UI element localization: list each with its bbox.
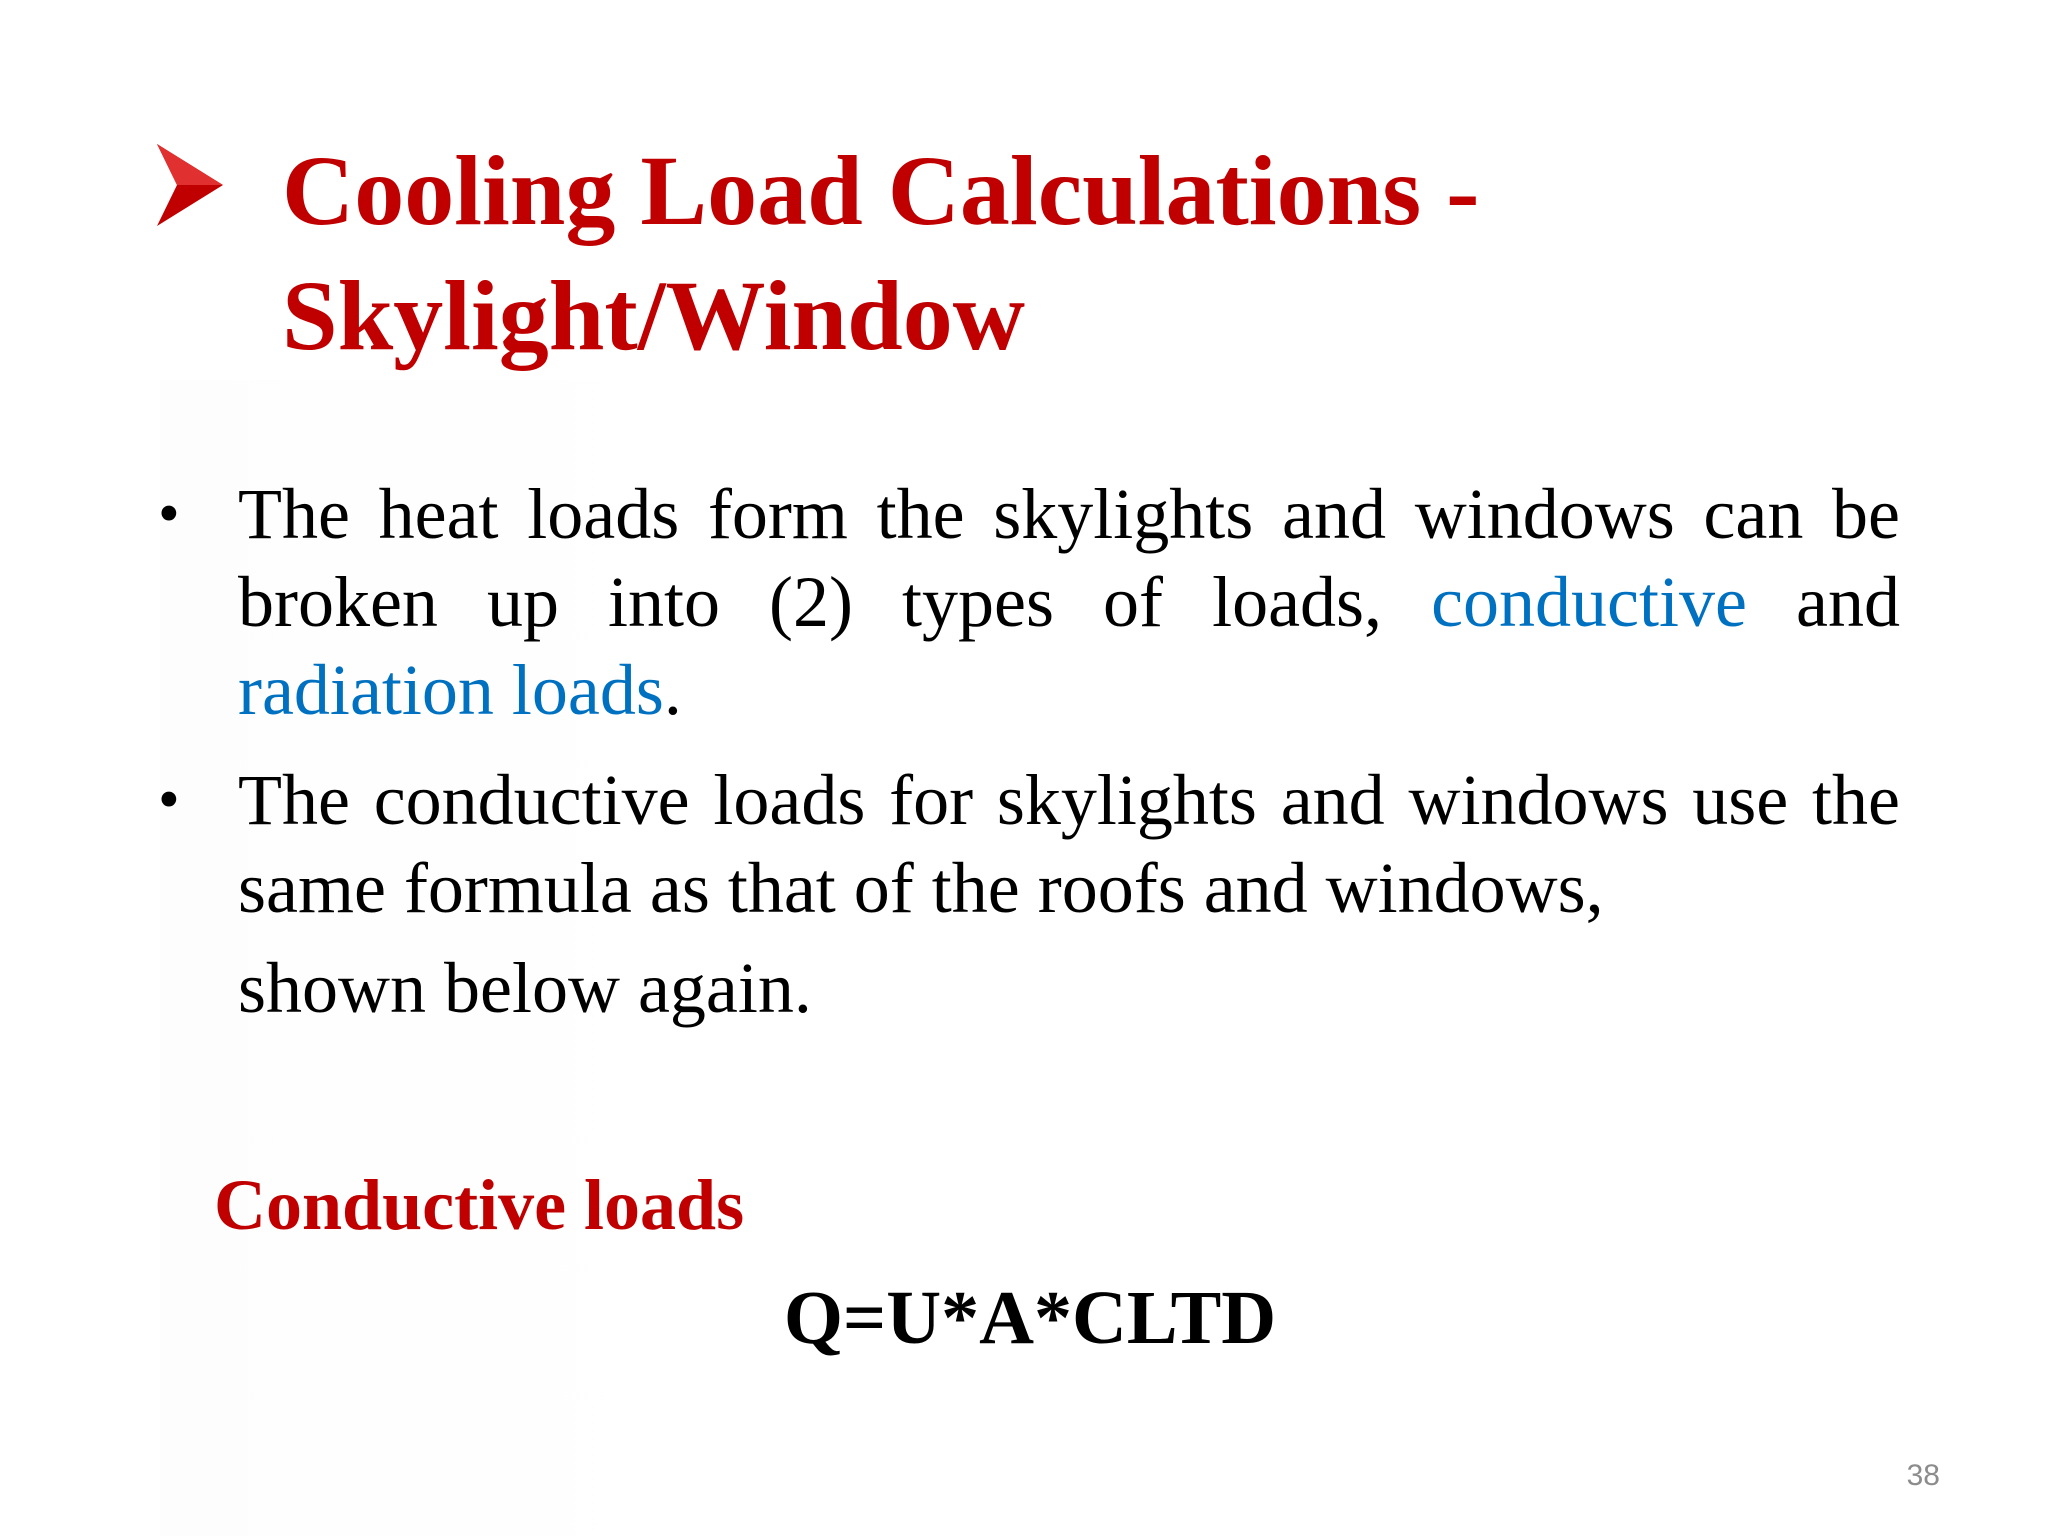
bullet-marker: • (158, 766, 180, 834)
highlight-conductive: conductive (1431, 562, 1747, 642)
bullet-text-middle: and (1746, 562, 1900, 642)
page-number: 38 (1906, 1459, 1940, 1492)
section-heading-conductive-loads: Conductive loads (214, 1165, 745, 1245)
bullet-list (150, 470, 1900, 1032)
bullet-text-end: . (663, 650, 682, 730)
title-line-1: Cooling Load Calculations - (282, 135, 1480, 246)
arrow-bullet-icon (155, 140, 225, 230)
slide-title (282, 128, 1682, 378)
highlight-radiation-loads: radiation loads (238, 650, 664, 730)
bullet-text-last-line: shown below again. (238, 948, 812, 1028)
title-line-2: Skylight/Window (282, 260, 1025, 371)
bullet-text: The heat loads form the skylights and windows can be broken up into (2) types of loads, (238, 474, 1900, 642)
bullet-marker: • (158, 480, 180, 548)
bullet-text: The conductive loads for skylights and windows use the same formula as that of the roofs and windows, (238, 760, 1900, 928)
formula: Q=U*A*CLTD (783, 1276, 1277, 1360)
bullet-item-conductive-formula (150, 756, 1900, 1032)
bullet-item-heat-loads (150, 470, 1900, 734)
